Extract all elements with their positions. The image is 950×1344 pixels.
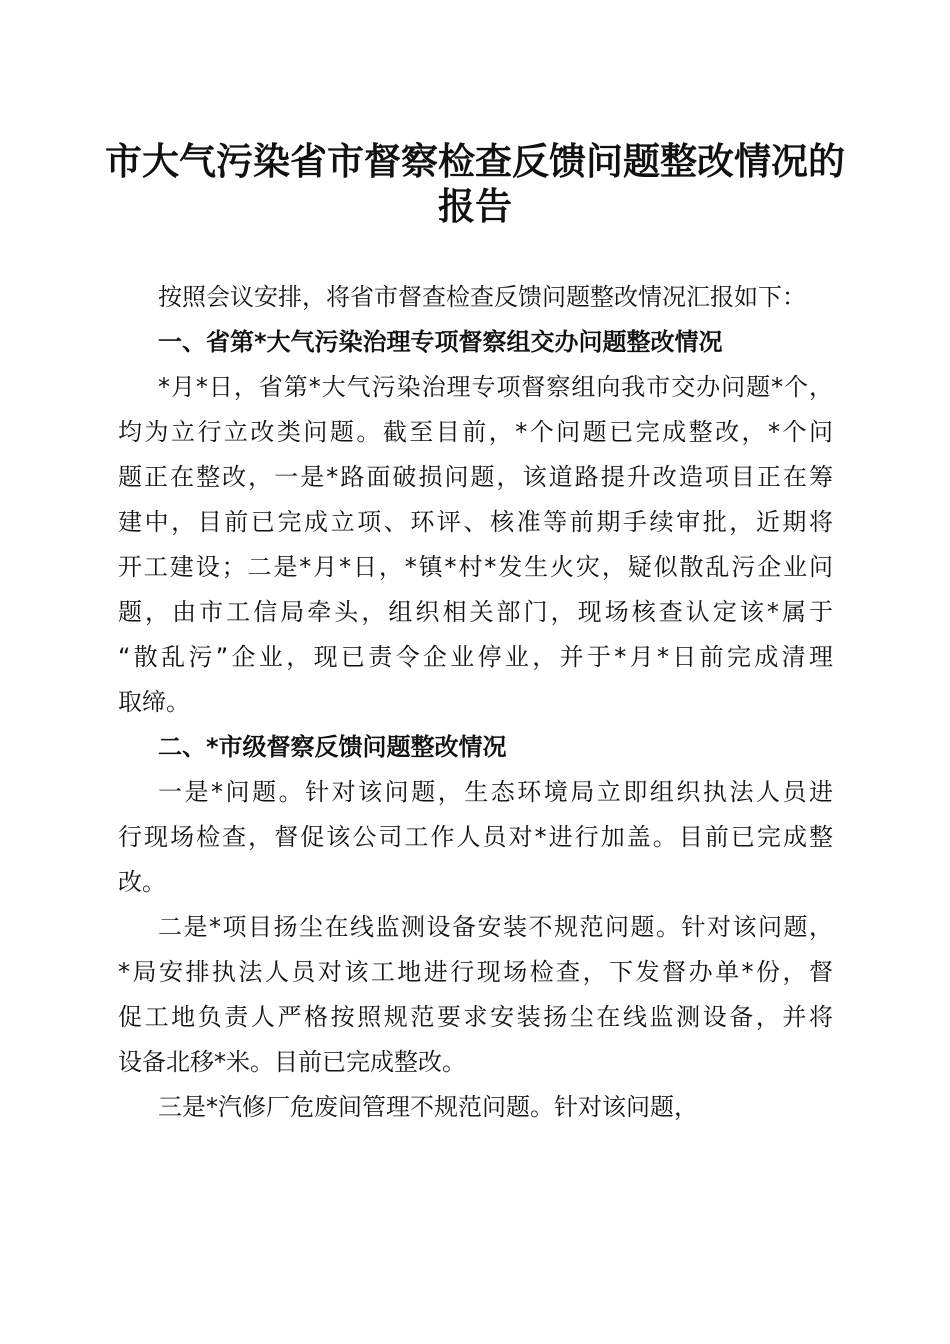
section1-line: “散乱污”企业，现已责令企业停业，并于*月*日前完成清理 bbox=[118, 643, 833, 671]
item1-line: 行现场检查，督促该公司工作人员对*进行加盖。目前已完成整 bbox=[118, 823, 833, 851]
section1-line: 题，由市工信局牵头，组织相关部门，现场核查认定该*属于 bbox=[118, 598, 833, 626]
item1-line: 改。 bbox=[118, 868, 166, 896]
section-heading-2: 二、*市级督察反馈问题整改情况 bbox=[158, 733, 507, 761]
item1-line: 一是*问题。针对该问题，生态环境局立即组织执法人员进 bbox=[158, 778, 833, 806]
section1-line: 取缔。 bbox=[118, 688, 190, 716]
section1-line: 开工建设；二是*月*日，*镇*村*发生火灾，疑似散乱污企业问 bbox=[118, 553, 833, 581]
item3-line: 三是*汽修厂危废间管理不规范问题。针对该问题， bbox=[158, 1093, 698, 1121]
section1-line: *月*日，省第*大气污染治理专项督察组向我市交办问题*个， bbox=[158, 373, 833, 401]
item2-line: 二是*项目扬尘在线监测设备安装不规范问题。针对该问题， bbox=[158, 913, 833, 941]
document-title-line-1: 市大气污染省市督察检查反馈问题整改情况的 bbox=[105, 139, 845, 183]
intro-paragraph: 按照会议安排，将省市督查检查反馈问题整改情况汇报如下： bbox=[158, 283, 806, 311]
section1-line: 建中，目前已完成立项、环评、核准等前期手续审批，近期将 bbox=[118, 508, 833, 536]
document-title-line-2: 报告 bbox=[438, 184, 512, 228]
section1-line: 均为立行立改类问题。截至目前，*个问题已完成整改，*个问 bbox=[118, 418, 833, 446]
item2-line: *局安排执法人员对该工地进行现场检查，下发督办单*份，督 bbox=[118, 958, 833, 986]
item2-line: 促工地负责人严格按照规范要求安装扬尘在线监测设备，并将 bbox=[118, 1003, 833, 1031]
item2-line: 设备北移*米。目前已完成整改。 bbox=[118, 1048, 466, 1076]
section-heading-1: 一、省第*大气污染治理专项督察组交办问题整改情况 bbox=[158, 328, 723, 356]
section1-line: 题正在整改，一是*路面破损问题，该道路提升改造项目正在筹 bbox=[118, 463, 833, 491]
